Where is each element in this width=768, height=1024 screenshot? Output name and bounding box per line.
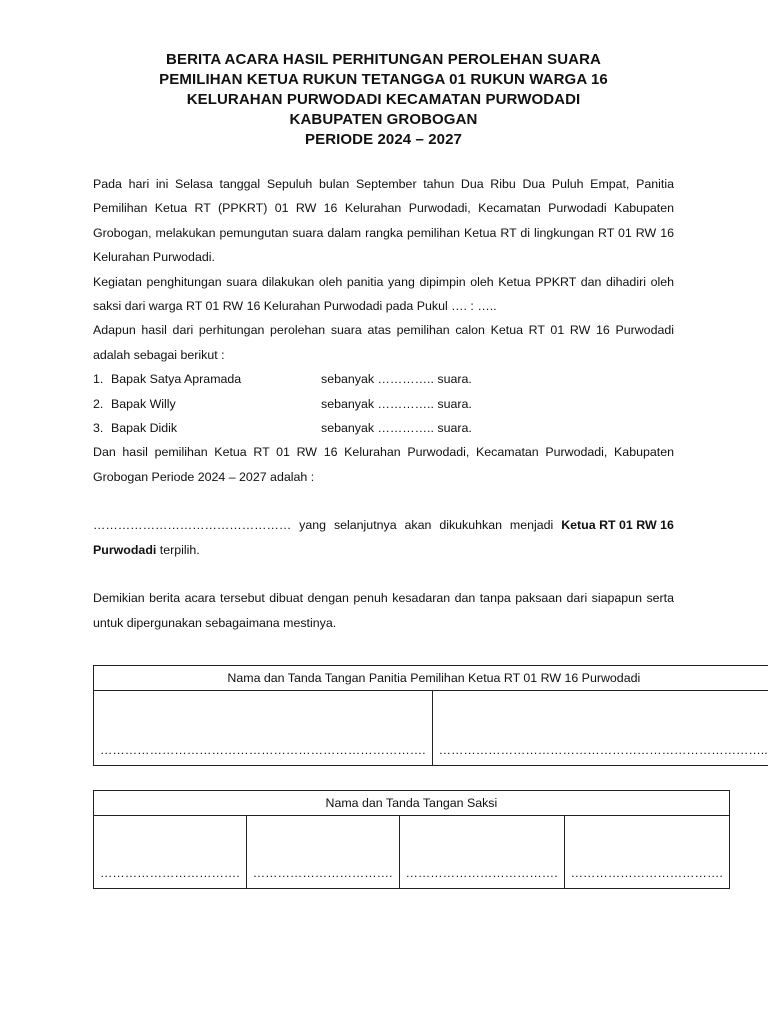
candidate-name: Bapak Willy [111, 396, 176, 411]
elected-position-bold: Ketua RT 01 RW 16 [561, 518, 674, 533]
opening-paragraph: Pada hari ini Selasa tanggal Sepuluh bulan September tahun Dua Ribu Dua Puluh Empat, Panitia Pemilihan Ketua RT (PPKRT) 01 RW 16 Kelurahan Purwodadi, Kecamatan Purwodadi Kabupaten Grobogan, melakukan pemungutan suara dalam rangka pemilihan Ketua RT di lingkungan RT 01 RW 16 Kelurahan Purwodadi. [93, 177, 674, 265]
committee-signature-table [93, 665, 768, 766]
witness-signature-cell: ……………………………. [246, 815, 399, 888]
candidate-row [93, 367, 674, 391]
counting-paragraph: Kegiatan penghitungan suara dilakukan oleh panitia yang dipimpin oleh Ketua PPKRT dan dihadiri oleh saksi dari warga RT 01 RW 16 Kelurahan Purwodadi pada Pukul …. : ….. [93, 274, 674, 314]
witness-signature-cell: ……………………………. [94, 815, 247, 888]
elected-tail: terpilih. [156, 542, 200, 557]
title-line-3: KELURAHAN PURWODADI KECAMATAN PURWODADI [186, 91, 581, 108]
elected-word: menjadi [509, 518, 554, 533]
title-line-1: BERITA ACARA HASIL PERHITUNGAN PEROLEHAN SUARA [166, 51, 601, 68]
document-body [93, 172, 674, 635]
elected-word: dikukuhkan [439, 518, 502, 533]
candidate-number: 3. [93, 421, 104, 436]
elected-name-blank: ………………………………………… [93, 518, 292, 533]
elected-word: selanjutnya [333, 518, 397, 533]
candidate-number: 2. [93, 396, 104, 411]
committee-signature-cell: ……………………………………………………………………. [94, 690, 433, 765]
closing-paragraph: Demikian berita acara tersebut dibuat dengan penuh kesadaran dan tanpa paksaan dari siapapun serta untuk dipergunakan sebagaimana mestinya. [93, 591, 674, 630]
elected-second-line [93, 538, 674, 562]
committee-signature-cell: …………………………………………………………………….. [432, 690, 768, 765]
candidate-name: Bapak Didik [111, 421, 178, 436]
elected-first-line [93, 513, 674, 537]
witness-signature-table [93, 790, 730, 889]
results-intro-paragraph: Adapun hasil dari perhitungan perolehan suara atas pemilihan calon Ketua RT 01 RW 16 Purwodadi adalah sebagai berikut : [93, 323, 674, 362]
elected-word: akan [404, 518, 432, 533]
candidate-row [93, 392, 674, 416]
elected-paragraph [93, 513, 674, 562]
candidate-votes: sebanyak ………….. suara. [321, 372, 472, 387]
title-line-5: PERIODE 2024 – 2027 [305, 131, 462, 148]
candidate-votes: sebanyak ………….. suara. [321, 396, 472, 411]
witness-table-header: Nama dan Tanda Tangan Saksi [94, 790, 730, 815]
elected-position-bold-end: Purwodadi [93, 542, 157, 557]
witness-signature-cell: ………………………………. [399, 815, 564, 888]
title-line-2: PEMILIHAN KETUA RUKUN TETANGGA 01 RUKUN WARGA 16 [159, 71, 608, 88]
document-title [93, 50, 674, 150]
title-line-4: KABUPATEN GROBOGAN [289, 111, 478, 128]
committee-table-header: Nama dan Tanda Tangan Panitia Pemilihan Ketua RT 01 RW 16 Purwodadi [94, 665, 768, 690]
candidate-votes: sebanyak ………….. suara. [321, 421, 472, 436]
elected-word: yang [299, 518, 327, 533]
candidate-number: 1. [93, 372, 104, 387]
candidate-row [93, 416, 674, 440]
final-result-paragraph: Dan hasil pemilihan Ketua RT 01 RW 16 Kelurahan Purwodadi, Kecamatan Purwodadi, Kabupaten Grobogan Periode 2024 – 2027 adalah : [93, 445, 674, 484]
witness-signature-cell: ………………………………. [564, 815, 729, 888]
candidate-name: Bapak Satya Apramada [111, 372, 242, 387]
